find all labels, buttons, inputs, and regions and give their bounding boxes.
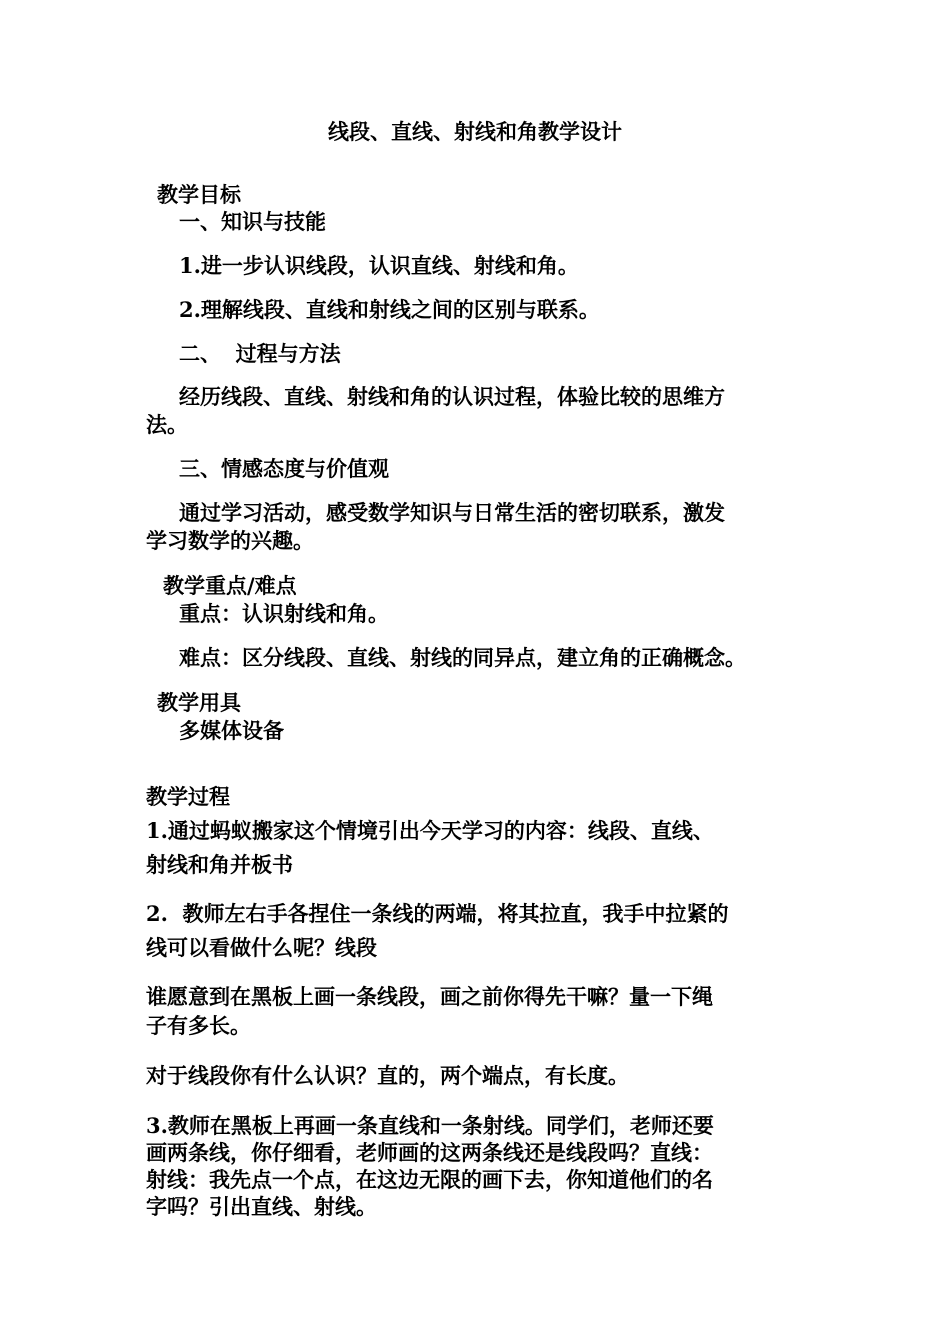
emotion-heading: 三、情感态度与价值观 xyxy=(179,456,389,481)
step2-line-2: 线可以看做什么呢？线段 xyxy=(146,935,377,960)
knowledge-heading: 一、知识与技能 xyxy=(179,209,326,234)
focus-key-point: 重点：认识射线和角。 xyxy=(179,601,389,626)
procedure-heading: 教学过程 xyxy=(146,784,230,809)
process-heading: 二、 过程与方法 xyxy=(179,341,341,366)
step2-line-1: 2. 教师左右手各捏住一条线的两端，将其拉直，我手中拉紧的 xyxy=(146,901,729,926)
knowledge-item-1: 1.进一步认识线段，认识直线、射线和角。 xyxy=(179,253,579,278)
step1-line-1: 1.通过蚂蚁搬家这个情境引出今天学习的内容：线段、直线、 xyxy=(146,818,714,843)
process-text-line-1: 经历线段、直线、射线和角的认识过程，体验比较的思维方 xyxy=(179,384,725,409)
focus-heading: 教学重点/难点 xyxy=(163,573,297,598)
step1-line-2: 射线和角并板书 xyxy=(146,852,293,877)
step3-line-1: 3.教师在黑板上再画一条直线和一条射线。同学们，老师还要 xyxy=(146,1113,714,1138)
emotion-text-line-2: 学习数学的兴趣。 xyxy=(146,528,314,553)
step2b-line-2: 子有多长。 xyxy=(146,1013,251,1038)
step3-line-2: 画两条线，你仔细看，老师画的这两条线还是线段吗？直线： xyxy=(146,1140,713,1165)
knowledge-item-2: 2.理解线段、直线和射线之间的区别与联系。 xyxy=(179,297,600,322)
tools-heading: 教学用具 xyxy=(157,690,241,715)
objectives-heading: 教学目标 xyxy=(157,182,241,207)
tools-text: 多媒体设备 xyxy=(179,718,284,743)
emotion-text-line-1: 通过学习活动，感受数学知识与日常生活的密切联系，激发 xyxy=(179,500,725,525)
step2b-line-1: 谁愿意到在黑板上画一条线段，画之前你得先干嘛？量一下绳 xyxy=(146,984,713,1009)
document-title: 线段、直线、射线和角教学设计 xyxy=(328,119,622,144)
step2c-line-1: 对于线段你有什么认识？直的，两个端点，有长度。 xyxy=(146,1063,629,1088)
step3-line-4: 字吗？引出直线、射线。 xyxy=(146,1194,377,1219)
step3-line-3: 射线：我先点一个点，在这边无限的画下去，你知道他们的名 xyxy=(146,1167,713,1192)
process-text-line-2: 法。 xyxy=(146,412,188,437)
focus-difficult-point: 难点：区分线段、直线、射线的同异点，建立角的正确概念。 xyxy=(179,645,746,670)
